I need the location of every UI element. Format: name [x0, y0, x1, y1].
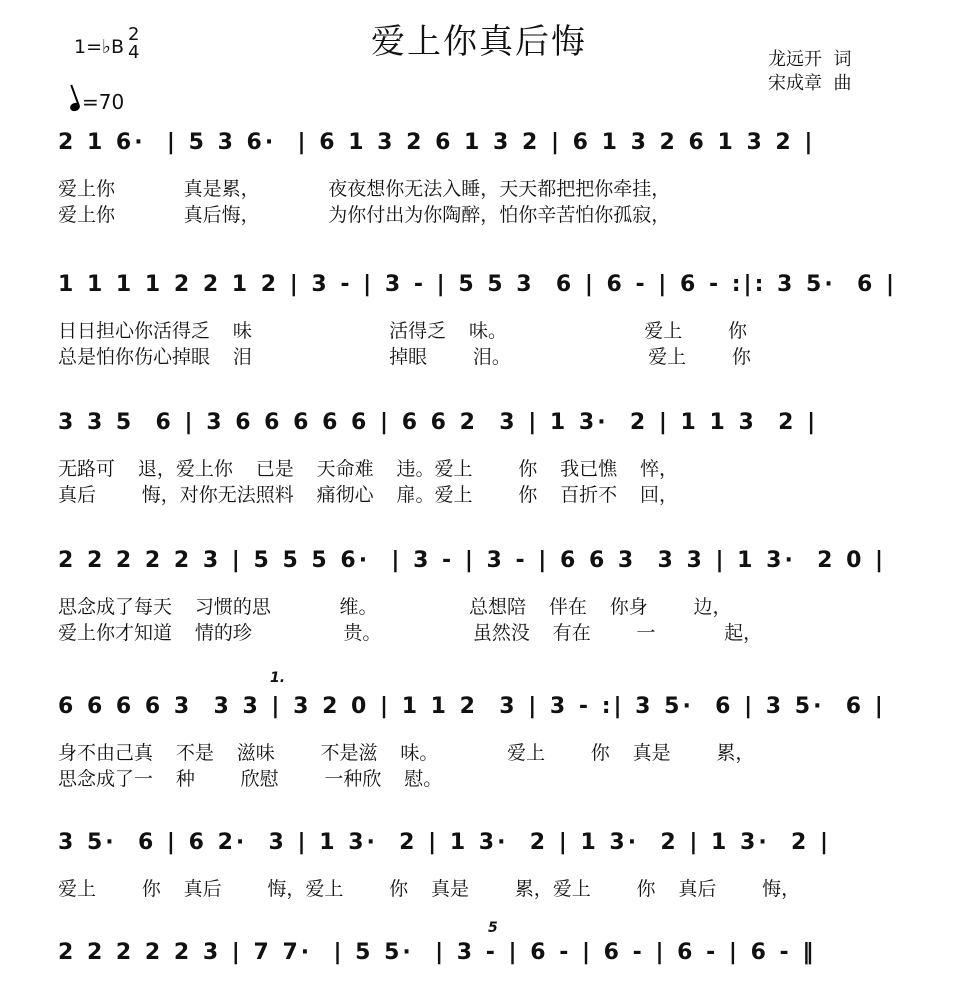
lyric-verse-1: 思念成了每天 习惯的思 维。 总想陪 伴在 你身 边，: [58, 596, 732, 618]
tempo-marking: [70, 90, 124, 114]
notation-line: 3 5· 6 | 6 2· 3 | 1 3· 2 | 1 3· 2 | 1 3· 2 | 1 3· 2 |: [58, 830, 832, 855]
lyric-verse-2: 总是怕你伤心掉眼 泪 掉眼 泪。 爱上 你: [58, 346, 751, 368]
composer: 宋成章 曲: [768, 73, 852, 94]
notation-line: 2 1 6· | 5 3 6· | 6 1 3 2 6 1 3 2 | 6 1 3 2 6 1 3 2 |: [58, 130, 816, 155]
volta-mark: 1.: [270, 670, 286, 686]
notation-line: 2 2 2 2 2 3 | 5 5 5 6· | 3 - | 3 - | 6 6 3 3 3 | 1 3· 2 0 |: [58, 548, 887, 573]
meter-bottom: 4: [128, 42, 140, 63]
lyric-verse-2: 真后 悔，对你无法照料 痛彻心 扉。爱上 你 百折不 回，: [58, 484, 679, 506]
notation-line: 3 3 5 6 | 3 6 6 6 6 6 | 6 6 2 3 | 1 3· 2 | 1 1 3 2 |: [58, 410, 819, 435]
tempo-value: =70: [82, 90, 125, 114]
lyric-verse-1: 身不由己真 不是 滋味 不是滋 味。 爱上 你 真是 累，: [58, 742, 755, 764]
notation-line: 1 1 1 1 2 2 1 2 | 3 - | 3 - | 5 5 3 6 | 6 - | 6 - :|: 3 5· 6 |: [58, 272, 898, 297]
time-signature: [128, 26, 139, 62]
volta-mark: 5: [488, 920, 498, 936]
key-signature: 1=♭B: [74, 36, 125, 58]
lyric-verse-2: 爱上你才知道 情的珍 贵。 虽然没 有在 一 起，: [58, 622, 763, 644]
lyric-verse-2: 爱上你 真后悔， 为你付出为你陶醉，怕你辛苦怕你孤寂，: [58, 204, 671, 226]
notation-line: 6 6 6 6 3 3 3 | 3 2 0 | 1 1 2 3 | 3 - :| 3 5· 6 | 3 5· 6 |: [58, 694, 886, 719]
lyric-verse-1: 爱上 你 真后 悔，爱上 你 真是 累，爱上 你 真后 悔，: [58, 878, 801, 900]
lyric-verse-1: 爱上你 真是累， 夜夜想你无法入睡，天天都把把你牵挂，: [58, 178, 671, 200]
lyric-verse-2: 思念成了一 种 欣慰 一种欣 慰。: [58, 768, 443, 790]
notation-line: 2 2 2 2 2 3 | 7 7· | 5 5· | 3 - | 6 - | 6 - | 6 - | 6 - ‖: [58, 940, 817, 965]
lyric-verse-1: 无路可 退，爱上你 已是 天命难 违。爱上 你 我已憔 悴，: [58, 458, 679, 480]
credits: [768, 48, 851, 96]
meter-top: 2: [128, 24, 140, 45]
song-title: 爱上你真后悔: [371, 22, 587, 62]
lyric-verse-1: 日日担心你活得乏 味 活得乏 味。 爱上 你: [58, 320, 748, 342]
lyricist: 龙远开 词: [768, 49, 852, 70]
quarter-note-icon: [69, 102, 81, 113]
